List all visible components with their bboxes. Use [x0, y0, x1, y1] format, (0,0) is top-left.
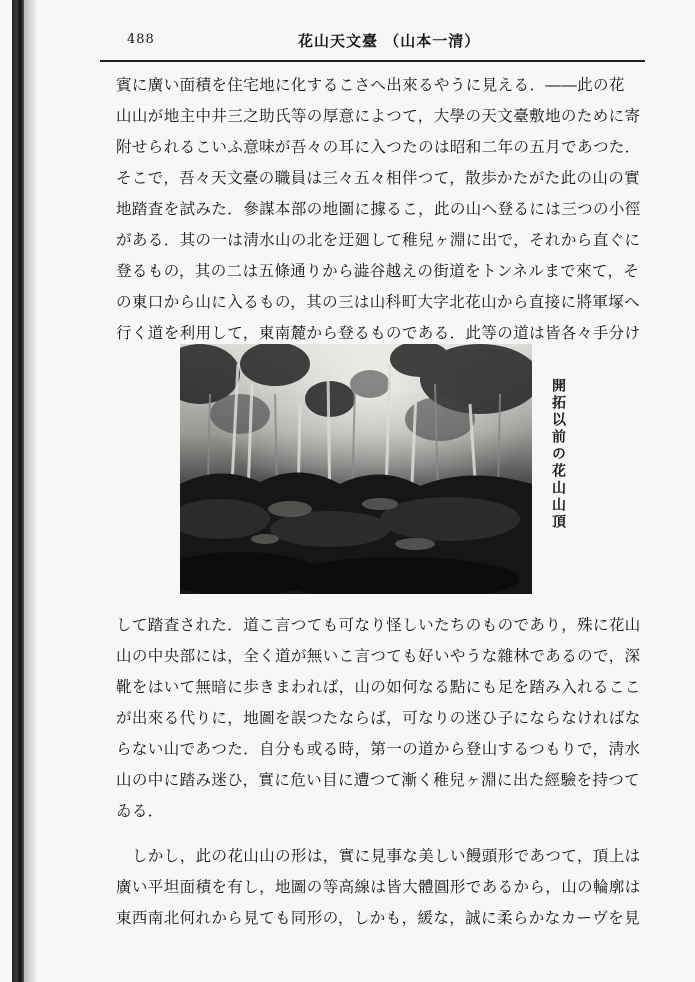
- paragraph-gap: [116, 827, 636, 841]
- text-line: 靴をはいて無暗に歩きまわれば，山の如何なる點にも足を踏み入れるここ: [116, 678, 641, 696]
- body-text-bottom: [116, 610, 641, 934]
- page-header: [100, 26, 645, 56]
- text-line: 行く道を利用して，東南麓から登るものである．此等の道は皆各々手分け: [116, 324, 641, 342]
- text-line: しかし，此の花山山の形は，實に見事な美しい饅頭形であつて，頂上は: [132, 847, 641, 865]
- forest-photograph: [180, 344, 532, 594]
- text-line: 山の中に踏み迷ひ，實に危い目に遭つて漸く稚兒ヶ淵に出た經驗を持つて: [116, 771, 641, 789]
- forest-photo-illustration: [180, 344, 532, 594]
- text-line: がある．其の一は淸水山の北を迂廻して稚兒ヶ淵に出で，それから直ぐに: [116, 231, 641, 249]
- text-line: 附せられるこいふ意味が吾々の耳に入つたのは昭和二年の五月であつた．: [116, 138, 641, 156]
- page-number: 488: [127, 32, 155, 47]
- text-line: 登るもの，其の二は五條通りから澁谷越えの街道をトンネルまで來て，そ: [116, 262, 640, 280]
- text-line: 地踏査を試みた．參謀本部の地圖に據るこ，此の山へ登るには三つの小徑: [116, 200, 641, 218]
- running-title: 花山天文臺 （山本一清）: [298, 32, 481, 50]
- text-line: 山の中央部には，全く道が無いこ言つても好いやうな雜林であるので，深: [116, 647, 641, 665]
- text-line: 廣い平坦面積を有し，地圖の等高線は皆大體圓形であるから，山の輪廓は: [116, 878, 641, 896]
- text-line: して踏査された．道こ言つても可なり怪しいたちのものであり，殊に花山: [116, 616, 641, 634]
- header-rule: [100, 60, 645, 62]
- text-line: そこで，吾々天文臺の職員は三々五々相伴つて，散歩かたがた此の山の實: [116, 169, 641, 187]
- photo-caption: 開拓以前の花山山頂: [550, 378, 566, 531]
- text-line: の東口から山に入るもの，其の三は山科町大字北花山から直接に將軍塚へ: [116, 293, 641, 311]
- text-line: 賓に廣い面積を住宅地に化するこさへ出來るやうに見える．――此の花: [116, 76, 625, 94]
- text-line: 東西南北何れから見ても同形の，しかも，緩な，誠に柔らかなカーヴを見: [116, 909, 641, 927]
- text-line: ゐる．: [116, 802, 164, 820]
- text-line: 山山が地主中井三之助氏等の厚意によつて，大學の天文臺敷地のために寄: [116, 107, 641, 125]
- text-line: らない山であつた．自分も或る時，第一の道から登山するつもりで，淸水: [116, 740, 641, 758]
- body-text-top: [116, 70, 641, 349]
- book-spine: [12, 0, 24, 982]
- spine-shadow: [24, 0, 38, 982]
- text-line: が出來る代りに，地圖を誤つたならば，可なりの迷ひ子にならなければな: [116, 709, 641, 727]
